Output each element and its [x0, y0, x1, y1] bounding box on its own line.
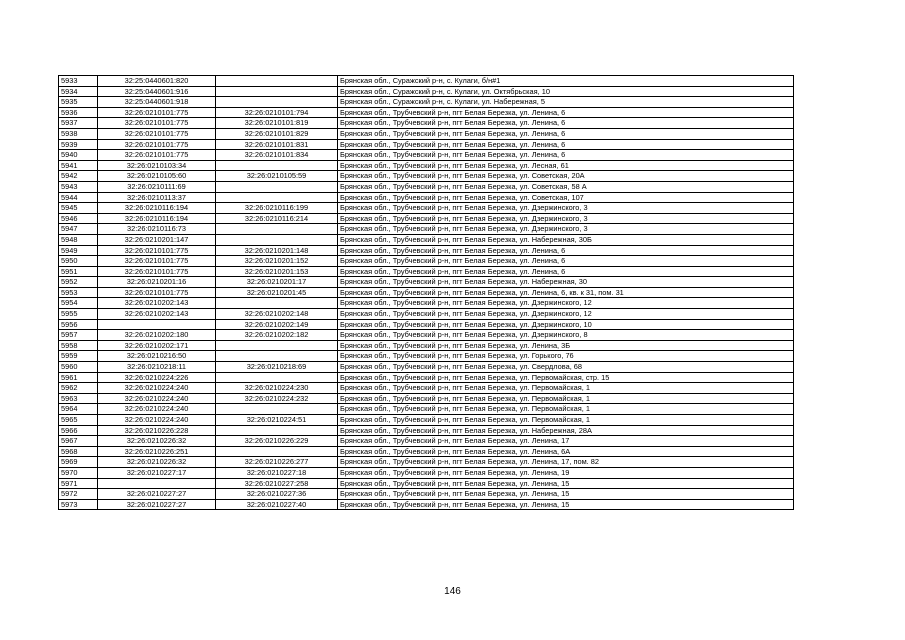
address-cell: Брянская обл., Трубчевский р-н, пгт Белая Березка, ул. Свердлова, 68: [338, 362, 794, 373]
cadastral-number-cell: 32:25:0440601:916: [98, 86, 216, 97]
row-number-cell: 5955: [59, 309, 98, 320]
cadastral-number-cell: 32:26:0210224:226: [98, 372, 216, 383]
table-row: [59, 139, 794, 150]
related-number-cell: [216, 76, 338, 87]
table-row: [59, 330, 794, 341]
address-cell: Брянская обл., Трубчевский р-н, пгт Белая Березка, ул. Первомайская, 1: [338, 404, 794, 415]
table-row: [59, 319, 794, 330]
cadastral-table: [58, 75, 794, 510]
row-number-cell: 5971: [59, 478, 98, 489]
related-number-cell: 32:26:0210224:51: [216, 415, 338, 426]
cadastral-number-cell: 32:26:0210116:73: [98, 224, 216, 235]
row-number-cell: 5959: [59, 351, 98, 362]
cadastral-number-cell: 32:26:0210227:27: [98, 489, 216, 500]
address-cell: Брянская обл., Трубчевский р-н, пгт Белая Березка, ул. Дзержинского, 3: [338, 203, 794, 214]
table-row: [59, 478, 794, 489]
row-number-cell: 5961: [59, 372, 98, 383]
related-number-cell: 32:26:0210101:819: [216, 118, 338, 129]
related-number-cell: 32:26:0210101:794: [216, 107, 338, 118]
row-number-cell: 5969: [59, 457, 98, 468]
table-row: [59, 372, 794, 383]
cadastral-number-cell: 32:26:0210111:69: [98, 181, 216, 192]
related-number-cell: [216, 86, 338, 97]
address-cell: Брянская обл., Трубчевский р-н, пгт Белая Березка, ул. Ленина, 19: [338, 467, 794, 478]
address-cell: Брянская обл., Трубчевский р-н, пгт Белая Березка, ул. Ленина, 17: [338, 436, 794, 447]
address-cell: Брянская обл., Трубчевский р-н, пгт Белая Березка, ул. Ленина, 6: [338, 256, 794, 267]
row-number-cell: 5945: [59, 203, 98, 214]
table-row: [59, 499, 794, 510]
address-cell: Брянская обл., Трубчевский р-н, пгт Белая Березка, ул. Советская, 20А: [338, 171, 794, 182]
row-number-cell: 5935: [59, 97, 98, 108]
row-number-cell: 5953: [59, 287, 98, 298]
address-cell: Брянская обл., Трубчевский р-н, пгт Белая Березка, ул. Дзержинского, 12: [338, 298, 794, 309]
address-cell: Брянская обл., Трубчевский р-н, пгт Белая Березка, ул. Ленина, 6, кв. к 31, пом. 31: [338, 287, 794, 298]
cadastral-number-cell: 32:26:0210226:32: [98, 436, 216, 447]
cadastral-number-cell: 32:26:0210227:27: [98, 499, 216, 510]
row-number-cell: 5952: [59, 277, 98, 288]
cadastral-number-cell: 32:26:0210226:228: [98, 425, 216, 436]
table-row: [59, 309, 794, 320]
address-cell: Брянская обл., Трубчевский р-н, пгт Белая Березка, ул. Ленина, 6: [338, 266, 794, 277]
cadastral-number-cell: 32:26:0210101:775: [98, 256, 216, 267]
row-number-cell: 5968: [59, 446, 98, 457]
address-cell: Брянская обл., Трубчевский р-н, пгт Белая Березка, ул. Набережная, 30: [338, 277, 794, 288]
cadastral-number-cell: 32:26:0210101:775: [98, 266, 216, 277]
related-number-cell: 32:26:0210201:148: [216, 245, 338, 256]
table-row: [59, 436, 794, 447]
cadastral-number-cell: 32:26:0210101:775: [98, 128, 216, 139]
address-cell: Брянская обл., Трубчевский р-н, пгт Белая Березка, ул. Ленина, 6: [338, 139, 794, 150]
table-row: [59, 457, 794, 468]
address-cell: Брянская обл., Трубчевский р-н, пгт Белая Березка, ул. Ленина, 6: [338, 150, 794, 161]
related-number-cell: 32:26:0210202:148: [216, 309, 338, 320]
table-row: [59, 446, 794, 457]
cadastral-number-cell: 32:26:0210101:775: [98, 245, 216, 256]
address-cell: Брянская обл., Трубчевский р-н, пгт Белая Березка, ул. Первомайская, 1: [338, 415, 794, 426]
row-number-cell: 5934: [59, 86, 98, 97]
address-cell: Брянская обл., Трубчевский р-н, пгт Белая Березка, ул. Дзержинского, 12: [338, 309, 794, 320]
related-number-cell: 32:26:0210227:258: [216, 478, 338, 489]
address-cell: Брянская обл., Трубчевский р-н, пгт Белая Березка, ул. Первомайская, 1: [338, 383, 794, 394]
table-row: [59, 383, 794, 394]
row-number-cell: 5962: [59, 383, 98, 394]
address-cell: Брянская обл., Суражский р-н, с. Кулаги, б/н#1: [338, 76, 794, 87]
row-number-cell: 5965: [59, 415, 98, 426]
related-number-cell: 32:26:0210201:152: [216, 256, 338, 267]
cadastral-number-cell: 32:26:0210101:775: [98, 150, 216, 161]
table-row: [59, 256, 794, 267]
row-number-cell: 5960: [59, 362, 98, 373]
table-row: [59, 192, 794, 203]
cadastral-number-cell: [98, 478, 216, 489]
cadastral-number-cell: 32:26:0210105:60: [98, 171, 216, 182]
related-number-cell: 32:26:0210201:153: [216, 266, 338, 277]
related-number-cell: [216, 298, 338, 309]
cadastral-number-cell: 32:26:0210101:775: [98, 107, 216, 118]
table-row: [59, 467, 794, 478]
related-number-cell: [216, 340, 338, 351]
related-number-cell: [216, 234, 338, 245]
table-row: [59, 150, 794, 161]
address-cell: Брянская обл., Трубчевский р-н, пгт Белая Березка, ул. Дзержинского, 8: [338, 330, 794, 341]
related-number-cell: 32:26:0210201:45: [216, 287, 338, 298]
cadastral-number-cell: 32:26:0210218:11: [98, 362, 216, 373]
related-number-cell: 32:26:0210226:229: [216, 436, 338, 447]
table-row: [59, 277, 794, 288]
table-row: [59, 97, 794, 108]
cadastral-number-cell: 32:26:0210101:775: [98, 287, 216, 298]
related-number-cell: 32:26:0210116:214: [216, 213, 338, 224]
related-number-cell: [216, 372, 338, 383]
table-row: [59, 128, 794, 139]
row-number-cell: 5948: [59, 234, 98, 245]
row-number-cell: 5941: [59, 160, 98, 171]
related-number-cell: 32:26:0210101:829: [216, 128, 338, 139]
address-cell: Брянская обл., Трубчевский р-н, пгт Белая Березка, ул. Ленина, 6: [338, 107, 794, 118]
cadastral-number-cell: 32:26:0210201:147: [98, 234, 216, 245]
page-number: 146: [444, 586, 461, 597]
address-cell: Брянская обл., Трубчевский р-н, пгт Белая Березка, ул. Ленина, 6А: [338, 446, 794, 457]
cadastral-number-cell: 32:26:0210103:34: [98, 160, 216, 171]
row-number-cell: 5944: [59, 192, 98, 203]
address-cell: Брянская обл., Суражский р-н, с. Кулаги, ул. Октябрьская, 10: [338, 86, 794, 97]
related-number-cell: 32:26:0210227:36: [216, 489, 338, 500]
related-number-cell: [216, 404, 338, 415]
address-cell: Брянская обл., Трубчевский р-н, пгт Белая Березка, ул. Ленина, 6: [338, 118, 794, 129]
row-number-cell: 5947: [59, 224, 98, 235]
related-number-cell: 32:26:0210226:277: [216, 457, 338, 468]
row-number-cell: 5954: [59, 298, 98, 309]
address-cell: Брянская обл., Трубчевский р-н, пгт Белая Березка, ул. Набережная, 28А: [338, 425, 794, 436]
related-number-cell: [216, 181, 338, 192]
row-number-cell: 5938: [59, 128, 98, 139]
address-cell: Брянская обл., Трубчевский р-н, пгт Белая Березка, ул. Советская, 58 А: [338, 181, 794, 192]
row-number-cell: 5963: [59, 393, 98, 404]
cadastral-number-cell: 32:26:0210201:16: [98, 277, 216, 288]
row-number-cell: 5949: [59, 245, 98, 256]
address-cell: Брянская обл., Трубчевский р-н, пгт Белая Березка, ул. Дзержинского, 3: [338, 213, 794, 224]
cadastral-number-cell: 32:26:0210202:143: [98, 309, 216, 320]
table-row: [59, 287, 794, 298]
row-number-cell: 5943: [59, 181, 98, 192]
related-number-cell: 32:26:0210224:232: [216, 393, 338, 404]
address-cell: Брянская обл., Трубчевский р-н, пгт Белая Березка, ул. Лесная, 61: [338, 160, 794, 171]
address-cell: Брянская обл., Трубчевский р-н, пгт Белая Березка, ул. Набережная, 30Б: [338, 234, 794, 245]
related-number-cell: [216, 446, 338, 457]
table-row: [59, 298, 794, 309]
row-number-cell: 5950: [59, 256, 98, 267]
table-body: [59, 76, 794, 510]
row-number-cell: 5972: [59, 489, 98, 500]
cadastral-number-cell: 32:25:0440601:820: [98, 76, 216, 87]
address-cell: Брянская обл., Трубчевский р-н, пгт Белая Березка, ул. Дзержинского, 10: [338, 319, 794, 330]
row-number-cell: 5937: [59, 118, 98, 129]
cadastral-number-cell: 32:26:0210113:37: [98, 192, 216, 203]
related-number-cell: [216, 224, 338, 235]
table-row: [59, 213, 794, 224]
cadastral-number-cell: 32:26:0210224:240: [98, 404, 216, 415]
cadastral-number-cell: 32:26:0210224:240: [98, 415, 216, 426]
table-row: [59, 86, 794, 97]
related-number-cell: 32:26:0210227:18: [216, 467, 338, 478]
related-number-cell: [216, 192, 338, 203]
table-row: [59, 245, 794, 256]
table-row: [59, 224, 794, 235]
related-number-cell: 32:26:0210218:69: [216, 362, 338, 373]
related-number-cell: [216, 425, 338, 436]
table-row: [59, 362, 794, 373]
cadastral-number-cell: 32:26:0210227:17: [98, 467, 216, 478]
cadastral-number-cell: 32:26:0210226:251: [98, 446, 216, 457]
cadastral-number-cell: 32:26:0210202:171: [98, 340, 216, 351]
table-row: [59, 234, 794, 245]
table-row: [59, 351, 794, 362]
table-row: [59, 181, 794, 192]
table-row: [59, 171, 794, 182]
table-row: [59, 160, 794, 171]
address-cell: Брянская обл., Трубчевский р-н, пгт Белая Березка, ул. Первомайская, стр. 15: [338, 372, 794, 383]
cadastral-number-cell: 32:26:0210101:775: [98, 139, 216, 150]
table-row: [59, 118, 794, 129]
row-number-cell: 5933: [59, 76, 98, 87]
row-number-cell: 5936: [59, 107, 98, 118]
address-cell: Брянская обл., Трубчевский р-н, пгт Белая Березка, ул. Ленина, 15: [338, 499, 794, 510]
address-cell: Брянская обл., Трубчевский р-н, пгт Белая Березка, ул. Дзержинского, 3: [338, 224, 794, 235]
row-number-cell: 5951: [59, 266, 98, 277]
table-row: [59, 266, 794, 277]
address-cell: Брянская обл., Трубчевский р-н, пгт Белая Березка, ул. Ленина, 17, пом. 82: [338, 457, 794, 468]
cadastral-number-cell: 32:26:0210224:240: [98, 393, 216, 404]
address-cell: Брянская обл., Суражский р-н, с. Кулаги, ул. Набережная, 5: [338, 97, 794, 108]
cadastral-number-cell: 32:26:0210202:143: [98, 298, 216, 309]
cadastral-number-cell: 32:26:0210116:194: [98, 203, 216, 214]
row-number-cell: 5973: [59, 499, 98, 510]
cadastral-number-cell: [98, 319, 216, 330]
table-row: [59, 489, 794, 500]
table-row: [59, 76, 794, 87]
address-cell: Брянская обл., Трубчевский р-н, пгт Белая Березка, ул. Ленина, 15: [338, 478, 794, 489]
address-cell: Брянская обл., Трубчевский р-н, пгт Белая Березка, ул. Ленина, 15: [338, 489, 794, 500]
row-number-cell: 5956: [59, 319, 98, 330]
related-number-cell: [216, 97, 338, 108]
table-row: [59, 340, 794, 351]
address-cell: Брянская обл., Трубчевский р-н, пгт Белая Березка, ул. Ленина, 6: [338, 245, 794, 256]
address-cell: Брянская обл., Трубчевский р-н, пгт Белая Березка, ул. Горького, 76: [338, 351, 794, 362]
cadastral-number-cell: 32:26:0210224:240: [98, 383, 216, 394]
table-row: [59, 415, 794, 426]
table-row: [59, 107, 794, 118]
related-number-cell: 32:26:0210105:59: [216, 171, 338, 182]
row-number-cell: 5958: [59, 340, 98, 351]
related-number-cell: [216, 351, 338, 362]
address-cell: Брянская обл., Трубчевский р-н, пгт Белая Березка, ул. Ленина, 6: [338, 128, 794, 139]
row-number-cell: 5957: [59, 330, 98, 341]
row-number-cell: 5966: [59, 425, 98, 436]
address-cell: Брянская обл., Трубчевский р-н, пгт Белая Березка, ул. Первомайская, 1: [338, 393, 794, 404]
related-number-cell: [216, 160, 338, 171]
table-row: [59, 393, 794, 404]
related-number-cell: 32:26:0210101:831: [216, 139, 338, 150]
row-number-cell: 5970: [59, 467, 98, 478]
table-row: [59, 404, 794, 415]
related-number-cell: 32:26:0210227:40: [216, 499, 338, 510]
row-number-cell: 5942: [59, 171, 98, 182]
row-number-cell: 5964: [59, 404, 98, 415]
row-number-cell: 5967: [59, 436, 98, 447]
address-cell: Брянская обл., Трубчевский р-н, пгт Белая Березка, ул. Ленина, 3Б: [338, 340, 794, 351]
row-number-cell: 5940: [59, 150, 98, 161]
table-row: [59, 425, 794, 436]
related-number-cell: 32:26:0210101:834: [216, 150, 338, 161]
related-number-cell: 32:26:0210224:230: [216, 383, 338, 394]
table-row: [59, 203, 794, 214]
cadastral-number-cell: 32:26:0210226:32: [98, 457, 216, 468]
address-cell: Брянская обл., Трубчевский р-н, пгт Белая Березка, ул. Советская, 107: [338, 192, 794, 203]
cadastral-number-cell: 32:25:0440601:918: [98, 97, 216, 108]
related-number-cell: 32:26:0210116:199: [216, 203, 338, 214]
row-number-cell: 5946: [59, 213, 98, 224]
related-number-cell: 32:26:0210202:149: [216, 319, 338, 330]
cadastral-number-cell: 32:26:0210116:194: [98, 213, 216, 224]
cadastral-number-cell: 32:26:0210216:50: [98, 351, 216, 362]
row-number-cell: 5939: [59, 139, 98, 150]
cadastral-number-cell: 32:26:0210101:775: [98, 118, 216, 129]
cadastral-number-cell: 32:26:0210202:180: [98, 330, 216, 341]
related-number-cell: 32:26:0210202:182: [216, 330, 338, 341]
related-number-cell: 32:26:0210201:17: [216, 277, 338, 288]
